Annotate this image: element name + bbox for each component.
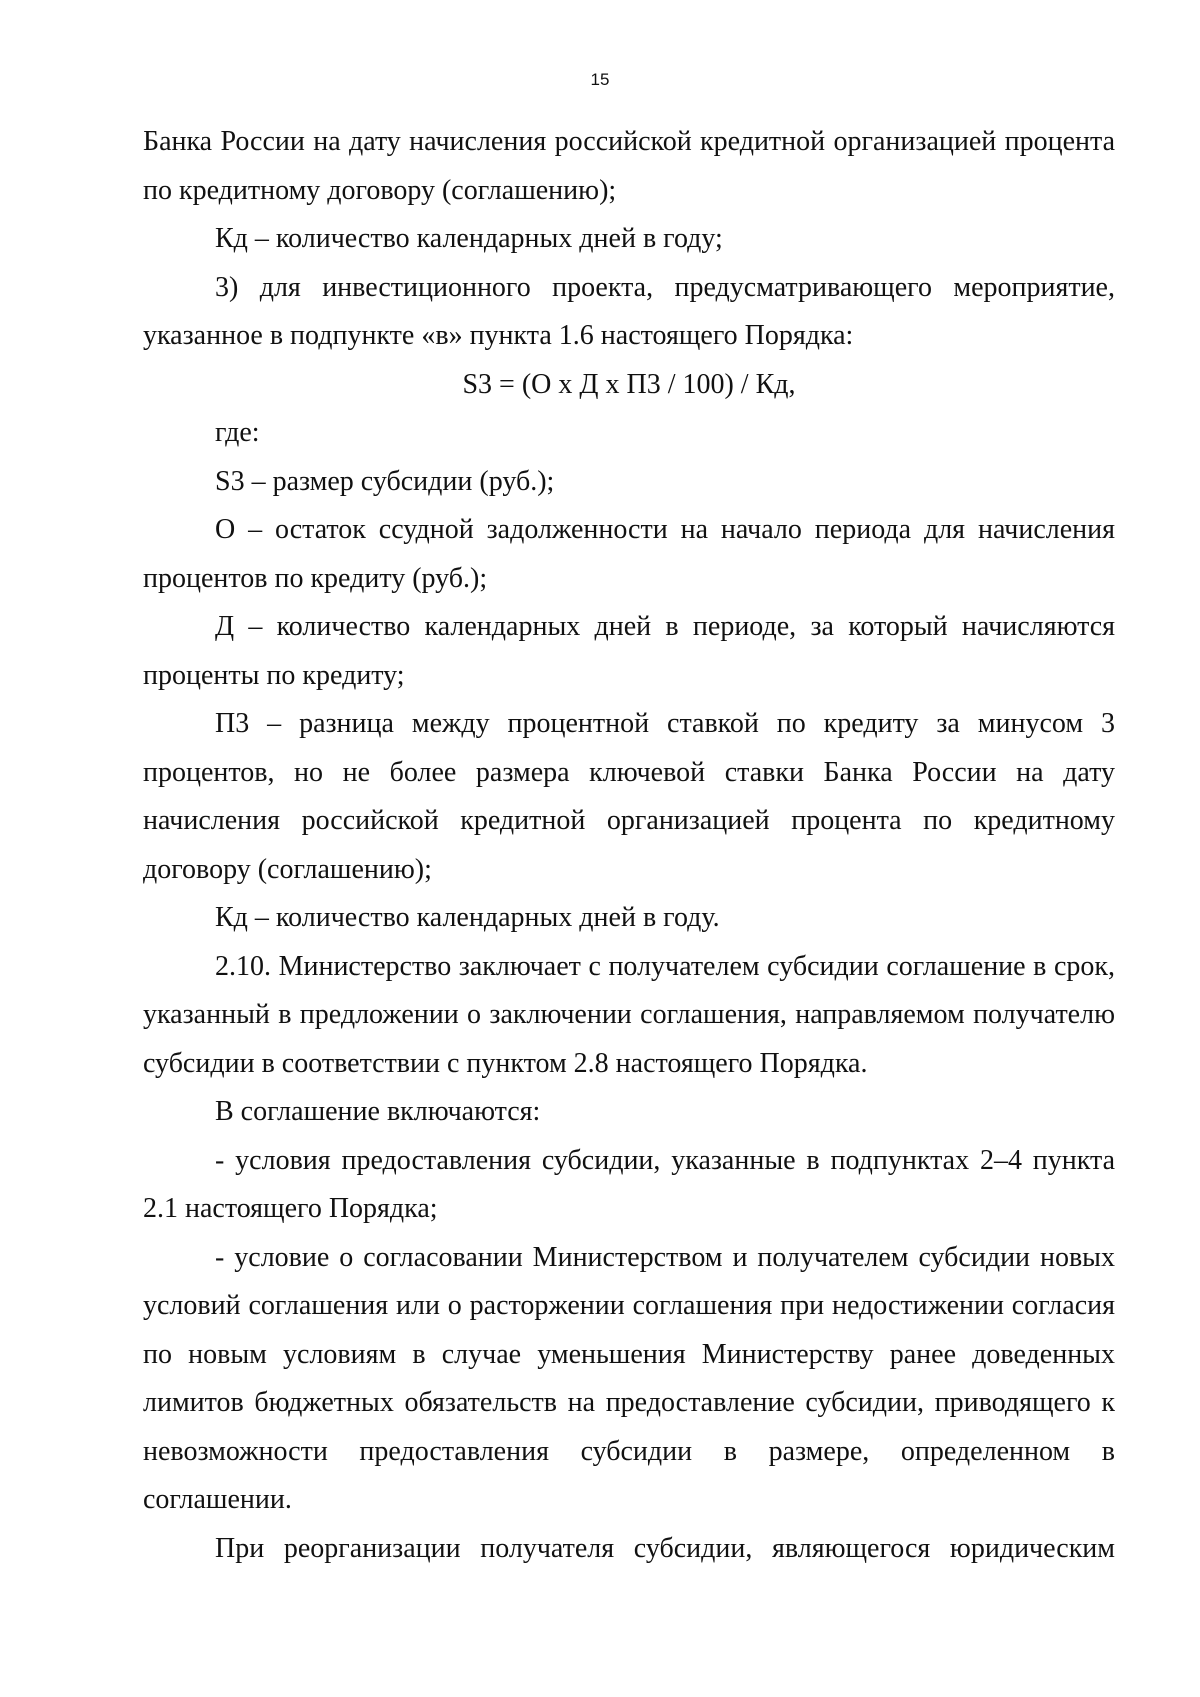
paragraph-kd-definition: Кд – количество календарных дней в году; bbox=[215, 223, 723, 254]
page-number: 15 bbox=[590, 70, 610, 89]
list-item-conditions: - условия предоставления субсидии, указанные в подпунктах 2–4 пункта 2.1 настоящего Порядка; bbox=[143, 1144, 1115, 1224]
paragraph-2-10: 2.10. Министерство заключает с получателем субсидии соглашение в срок, указанный в предложении о заключении соглашения, направляемом получателю субсидии в соответствии с пунктом 2.8 настоящего Порядка. bbox=[143, 950, 1115, 1079]
paragraph-agreement-includes: В соглашение включаются: bbox=[215, 1096, 541, 1127]
list-item-agreement-terms: - условие о согласовании Министерством и получателем субсидии новых условий соглашения или о расторжении соглашения при недостижении согласия по новым условиям в случае уменьшения Министерству ранее доведенных лимитов бюджетных обязательств на предоставление субсидии, приводящего к невозможности предоставления субсидии в размере, определенном в соглашении. bbox=[143, 1241, 1115, 1515]
paragraph-p3-definition: П3 – разница между процентной ставкой по кредиту за минусом 3 процентов, но не более размера ключевой ставки Банка России на дату начисления российской кредитной организацией процента по кредитному договору (соглашению); bbox=[143, 708, 1115, 885]
paragraph-item-3: 3) для инвестиционного проекта, предусматривающего мероприятие, указанное в подпункте «в» пункта 1.6 настоящего Порядка: bbox=[143, 271, 1115, 351]
document-body bbox=[143, 118, 1115, 1573]
paragraph-o-definition: О – остаток ссудной задолженности на начало периода для начисления процентов по кредиту (руб.); bbox=[143, 514, 1115, 594]
paragraph-reorganization: При реорганизации получателя субсидии, являющегося юридическим bbox=[215, 1532, 1115, 1564]
paragraph-s3-definition: S3 – размер субсидии (руб.); bbox=[215, 465, 555, 497]
paragraph-continuation: Банка России на дату начисления российской кредитной организацией процента по кредитному договору (соглашению); bbox=[143, 126, 1115, 206]
formula-s3: S3 = (О х Д х П3 / 100) / Кд, bbox=[462, 368, 796, 400]
paragraph-kd-definition-final: Кд – количество календарных дней в году. bbox=[215, 902, 720, 933]
paragraph-where: где: bbox=[215, 417, 260, 448]
paragraph-d-definition: Д – количество календарных дней в периоде, за который начисляются проценты по кредиту; bbox=[143, 611, 1115, 691]
